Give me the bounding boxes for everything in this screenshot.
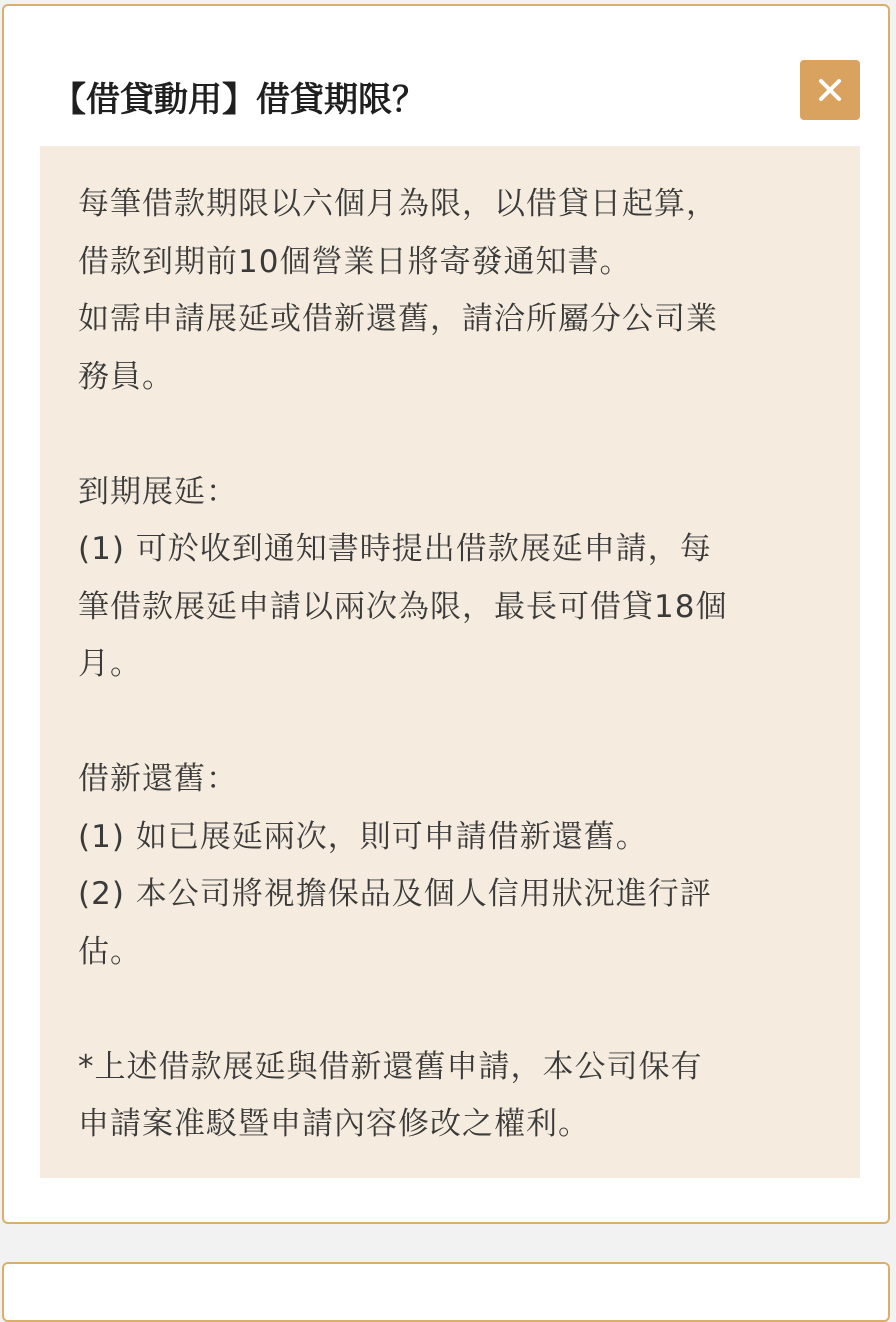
close-icon xyxy=(817,77,843,103)
note-line: 申請案准駁暨申請內容修改之權利。 xyxy=(78,1106,590,1142)
extension-line: 筆借款展延申請以兩次為限，最長可借貸18個 xyxy=(78,588,728,625)
dialog-title: 【借貸動用】借貸期限？ xyxy=(52,80,426,120)
note-line: *上述借款展延與借新還舊申請，本公司保有 xyxy=(78,1048,703,1085)
intro-line: 務員。 xyxy=(78,358,174,395)
intro-line: 每筆借款期限以六個月為限，以借貸日起算， xyxy=(78,186,718,222)
intro-line: 借款到期前10個營業日將寄發通知書。 xyxy=(78,243,632,280)
answer-content xyxy=(40,146,860,1178)
extension-line: (1) 可於收到通知書時提出借款展延申請，每 xyxy=(78,531,712,567)
next-faq-card[interactable] xyxy=(2,1262,890,1322)
extension-line: 月。 xyxy=(78,646,142,682)
refinance-line: (2) 本公司將視擔保品及個人信用狀況進行評 xyxy=(78,876,712,912)
extension-heading: 到期展延： xyxy=(78,473,238,510)
close-button[interactable] xyxy=(800,60,860,120)
refinance-line: 估。 xyxy=(78,933,142,970)
intro-line: 如需申請展延或借新還舊，請洽所屬分公司業 xyxy=(78,301,718,337)
refinance-heading: 借新還舊： xyxy=(78,761,238,797)
faq-dialog xyxy=(2,4,890,1224)
refinance-line: (1) 如已展延兩次，則可申請借新還舊。 xyxy=(78,818,648,855)
